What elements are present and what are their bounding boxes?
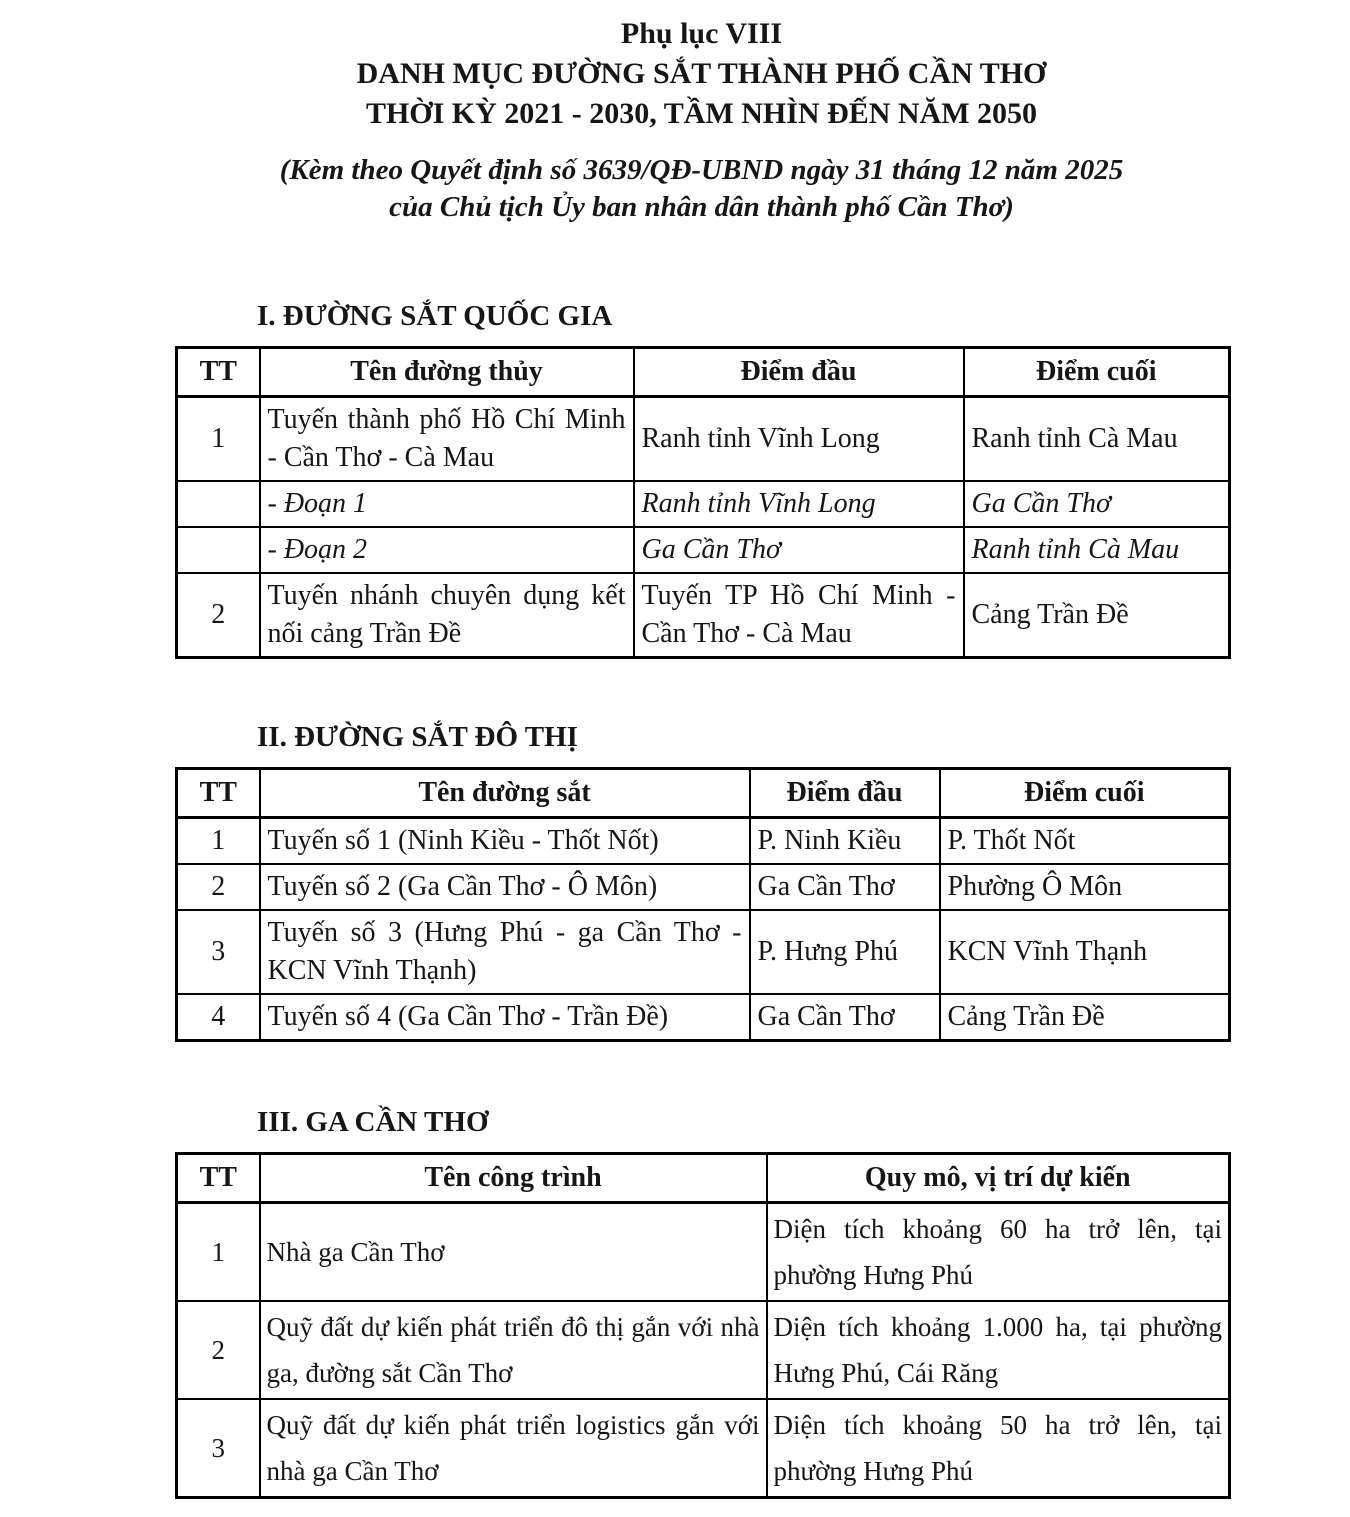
- row-number-cell: 2: [177, 1301, 260, 1399]
- row-number-cell: 3: [177, 1399, 260, 1498]
- table-row: [177, 864, 1230, 910]
- document-title-line2: THỜI KỲ 2021 - 2030, TẦM NHÌN ĐẾN NĂM 2050: [365, 97, 1038, 130]
- national-railways-table: [175, 346, 1231, 659]
- table-cell: - Đoạn 1: [260, 481, 634, 527]
- column-header: Điểm đầu: [634, 348, 964, 397]
- table-cell: Ga Cần Thơ: [750, 994, 940, 1041]
- table-cell: Diện tích khoảng 50 ha trở lên, tại phường Hưng Phú: [767, 1399, 1230, 1498]
- document-content: [175, 14, 1228, 1499]
- decision-reference-line1: (Kèm theo Quyết định số 3639/QĐ-UBND ngày 31 tháng 12 năm 2025: [279, 154, 1124, 186]
- table-row: [177, 818, 1230, 865]
- table-row: [177, 573, 1230, 658]
- column-header: TT: [177, 348, 260, 397]
- table-cell: Tuyến số 4 (Ga Cần Thơ - Trần Đề): [260, 994, 750, 1041]
- urban-railways-table: [175, 767, 1231, 1042]
- table-cell: Tuyến nhánh chuyên dụng kết nối cảng Trần Đề: [260, 573, 634, 658]
- subtitle-block: [175, 152, 1228, 226]
- table-cell: Ga Cần Thơ: [750, 864, 940, 910]
- column-header: TT: [177, 1154, 260, 1203]
- table-cell: Diện tích khoảng 60 ha trở lên, tại phường Hưng Phú: [767, 1203, 1230, 1302]
- table-row: [177, 994, 1230, 1041]
- column-header: TT: [177, 769, 260, 818]
- row-number-cell: 4: [177, 994, 260, 1041]
- table-cell: Nhà ga Cần Thơ: [260, 1203, 767, 1302]
- section-can-tho-station: [175, 1104, 1228, 1499]
- table-row: [177, 1399, 1230, 1498]
- table-cell: Ranh tỉnh Vĩnh Long: [634, 481, 964, 527]
- document-title-line1: DANH MỤC ĐƯỜNG SẮT THÀNH PHỐ CẦN THƠ: [356, 57, 1047, 90]
- table-cell: KCN Vĩnh Thạnh: [940, 910, 1230, 994]
- row-number-cell: 1: [177, 397, 260, 482]
- table-cell: Tuyến thành phố Hồ Chí Minh - Cần Thơ - Cà Mau: [260, 397, 634, 482]
- row-number-cell: [177, 481, 260, 527]
- column-header: Tên đường sắt: [260, 769, 750, 818]
- table-header-row: [177, 769, 1230, 818]
- table-cell: Tuyến TP Hồ Chí Minh - Cần Thơ - Cà Mau: [634, 573, 964, 658]
- table-cell: Ranh tỉnh Cà Mau: [964, 397, 1230, 482]
- table-cell: Tuyến số 1 (Ninh Kiều - Thốt Nốt): [260, 818, 750, 865]
- table-cell: P. Ninh Kiều: [750, 818, 940, 865]
- table-cell: P. Hưng Phú: [750, 910, 940, 994]
- table-cell: - Đoạn 2: [260, 527, 634, 573]
- row-number-cell: 1: [177, 818, 260, 865]
- column-header: Điểm đầu: [750, 769, 940, 818]
- row-number-cell: 3: [177, 910, 260, 994]
- table-cell: Ranh tỉnh Vĩnh Long: [634, 397, 964, 482]
- section-heading-can-tho-station: III. GA CẦN THƠ: [257, 1106, 489, 1138]
- decision-reference-line2: của Chủ tịch Ủy ban nhân dân thành phố Cần Thơ): [389, 191, 1014, 223]
- table-row: [177, 481, 1230, 527]
- table-cell: Ga Cần Thơ: [634, 527, 964, 573]
- section-heading-national-railways: I. ĐƯỜNG SẮT QUỐC GIA: [257, 300, 613, 332]
- table-cell: Quỹ đất dự kiến phát triển logistics gắn với nhà ga Cần Thơ: [260, 1399, 767, 1498]
- row-number-cell: 2: [177, 864, 260, 910]
- table-row: [177, 397, 1230, 482]
- title-block: [175, 14, 1228, 226]
- column-header: Tên công trình: [260, 1154, 767, 1203]
- column-header: Điểm cuối: [964, 348, 1230, 397]
- appendix-number: Phụ lục VIII: [620, 17, 783, 50]
- table-cell: P. Thốt Nốt: [940, 818, 1230, 865]
- row-number-cell: [177, 527, 260, 573]
- column-header: Quy mô, vị trí dự kiến: [767, 1154, 1230, 1203]
- table-cell: Cảng Trần Đề: [940, 994, 1230, 1041]
- table-row: [177, 910, 1230, 994]
- table-row: [177, 1203, 1230, 1302]
- table-cell: Ranh tỉnh Cà Mau: [964, 527, 1230, 573]
- table-cell: Quỹ đất dự kiến phát triển đô thị gắn với nhà ga, đường sắt Cần Thơ: [260, 1301, 767, 1399]
- section-heading-urban-railways: II. ĐƯỜNG SẮT ĐÔ THỊ: [257, 721, 578, 753]
- can-tho-station-table: [175, 1152, 1231, 1499]
- table-cell: Diện tích khoảng 1.000 ha, tại phường Hưng Phú, Cái Răng: [767, 1301, 1230, 1399]
- row-number-cell: 2: [177, 573, 260, 658]
- column-header: Điểm cuối: [940, 769, 1230, 818]
- section-urban-railways: [175, 719, 1228, 1042]
- row-number-cell: 1: [177, 1203, 260, 1302]
- table-cell: Tuyến số 2 (Ga Cần Thơ - Ô Môn): [260, 864, 750, 910]
- table-cell: Phường Ô Môn: [940, 864, 1230, 910]
- table-cell: Ga Cần Thơ: [964, 481, 1230, 527]
- table-cell: Cảng Trần Đề: [964, 573, 1230, 658]
- table-header-row: [177, 1154, 1230, 1203]
- column-header: Tên đường thủy: [260, 348, 634, 397]
- table-cell: Tuyến số 3 (Hưng Phú - ga Cần Thơ - KCN Vĩnh Thạnh): [260, 910, 750, 994]
- table-header-row: [177, 348, 1230, 397]
- table-row: [177, 1301, 1230, 1399]
- table-row: [177, 527, 1230, 573]
- section-national-railways: [175, 298, 1228, 659]
